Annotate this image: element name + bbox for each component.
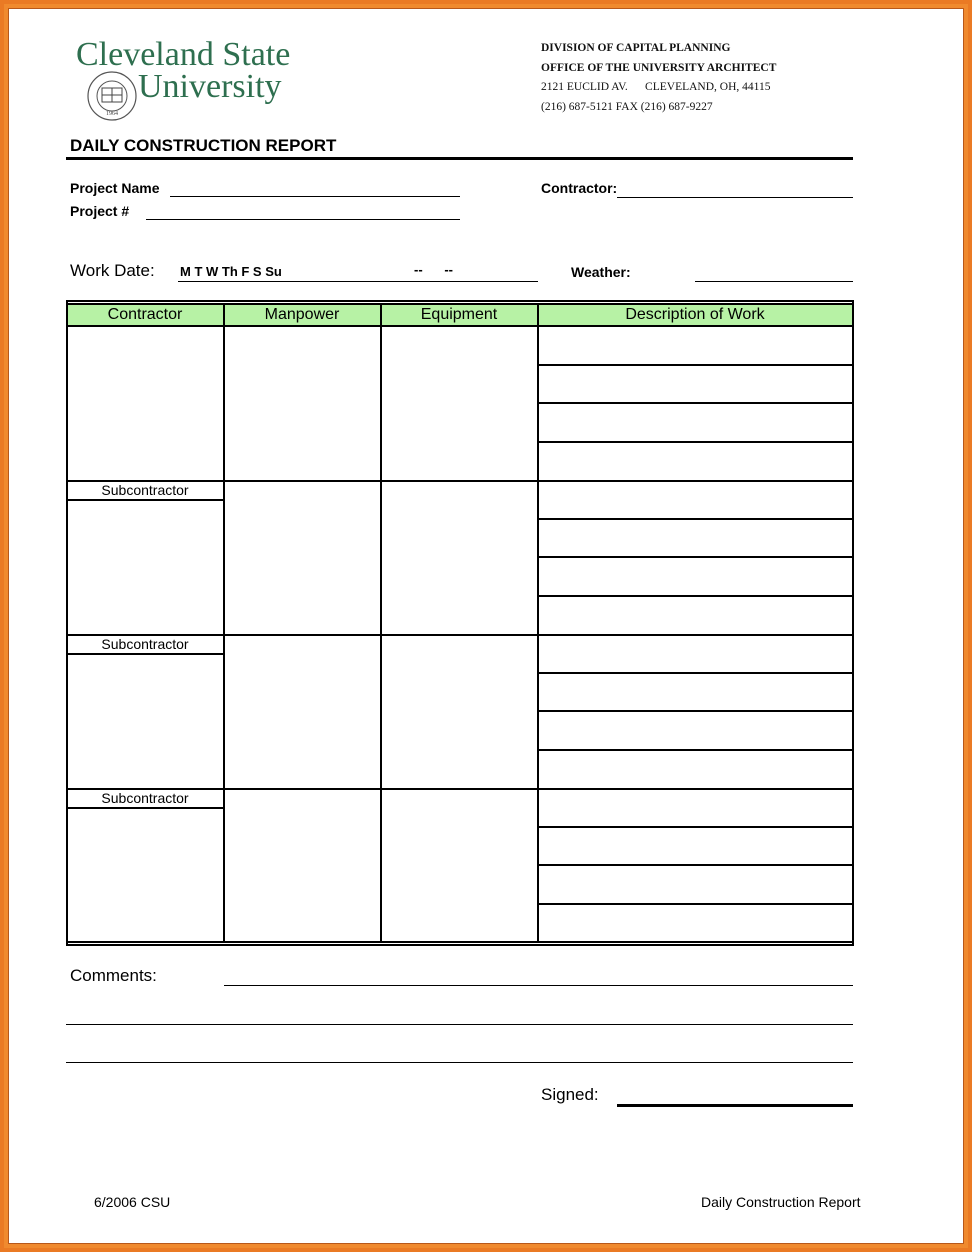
- contractor-field[interactable]: [617, 197, 853, 198]
- description-row-line: [537, 903, 853, 905]
- description-row-line: [537, 364, 853, 366]
- subcontractor-label-1: Subcontractor: [101, 482, 189, 498]
- column-divider-1: [223, 303, 225, 943]
- signed-label: Signed:: [541, 1085, 599, 1104]
- university-seal-icon: [84, 70, 140, 122]
- comments-line-1[interactable]: [224, 985, 853, 986]
- column-divider-3: [537, 303, 539, 943]
- work-date-label: Work Date:: [70, 261, 155, 280]
- division-name: DIVISION OF CAPITAL PLANNING: [541, 42, 731, 54]
- subcontractor-line-1: [66, 499, 224, 501]
- description-row-line: [537, 672, 853, 674]
- university-name-line1: Cleveland State: [76, 36, 291, 73]
- office-address: 2121 EUCLID AV. CLEVELAND, OH, 44115: [541, 81, 771, 93]
- comments-line-3[interactable]: [66, 1062, 853, 1063]
- title-underline: [66, 157, 853, 160]
- description-row-line: [537, 826, 853, 828]
- subcontractor-label-3: Subcontractor: [101, 790, 189, 806]
- subcontractor-line-3: [66, 807, 224, 809]
- comments-line-2[interactable]: [66, 1024, 853, 1025]
- table-bottom-border: [66, 941, 853, 943]
- report-title: DAILY CONSTRUCTION REPORT: [70, 136, 337, 155]
- description-row-line: [537, 402, 853, 404]
- signature-line[interactable]: [617, 1104, 853, 1107]
- weather-field[interactable]: [695, 281, 853, 282]
- project-number-field[interactable]: [146, 219, 460, 220]
- table-top-border: [66, 300, 853, 302]
- project-name-field[interactable]: [170, 196, 460, 197]
- office-phone: (216) 687-5121 FAX (216) 687-9227: [541, 101, 713, 113]
- table-bottom-border-inner: [66, 944, 853, 946]
- subcontractor-label-2: Subcontractor: [101, 636, 189, 652]
- table-top-border-inner: [66, 303, 853, 305]
- column-header-manpower: Manpower: [224, 304, 380, 325]
- column-header-description: Description of Work: [538, 304, 852, 325]
- description-row-line: [537, 556, 853, 558]
- project-name-label: Project Name: [70, 180, 160, 196]
- work-days: M T W Th F S Su: [180, 264, 282, 279]
- subcontractor-line-2: [66, 653, 224, 655]
- description-row-line: [537, 518, 853, 520]
- description-row-line: [537, 749, 853, 751]
- header-bottom-border: [66, 325, 853, 327]
- seal-year: 1964: [106, 111, 118, 117]
- column-header-equipment: Equipment: [381, 304, 537, 325]
- description-row-line: [537, 710, 853, 712]
- footer-revision: 6/2006 CSU: [94, 1194, 171, 1210]
- university-name-line2: University: [138, 68, 282, 105]
- description-row-line: [537, 595, 853, 597]
- office-name: OFFICE OF THE UNIVERSITY ARCHITECT: [541, 62, 777, 74]
- column-header-contractor: Contractor: [67, 304, 223, 325]
- footer-document-title: Daily Construction Report: [701, 1194, 861, 1210]
- comments-label: Comments:: [70, 966, 157, 985]
- table-left-border: [66, 300, 68, 946]
- project-number-label: Project #: [70, 203, 130, 219]
- contractor-label: Contractor:: [541, 180, 618, 196]
- work-date-field[interactable]: [178, 281, 538, 282]
- description-row-line: [537, 864, 853, 866]
- weather-label: Weather:: [571, 264, 631, 280]
- column-divider-2: [380, 303, 382, 943]
- date-separators: -- --: [414, 262, 453, 277]
- description-row-line: [537, 441, 853, 443]
- table-right-border: [852, 300, 854, 946]
